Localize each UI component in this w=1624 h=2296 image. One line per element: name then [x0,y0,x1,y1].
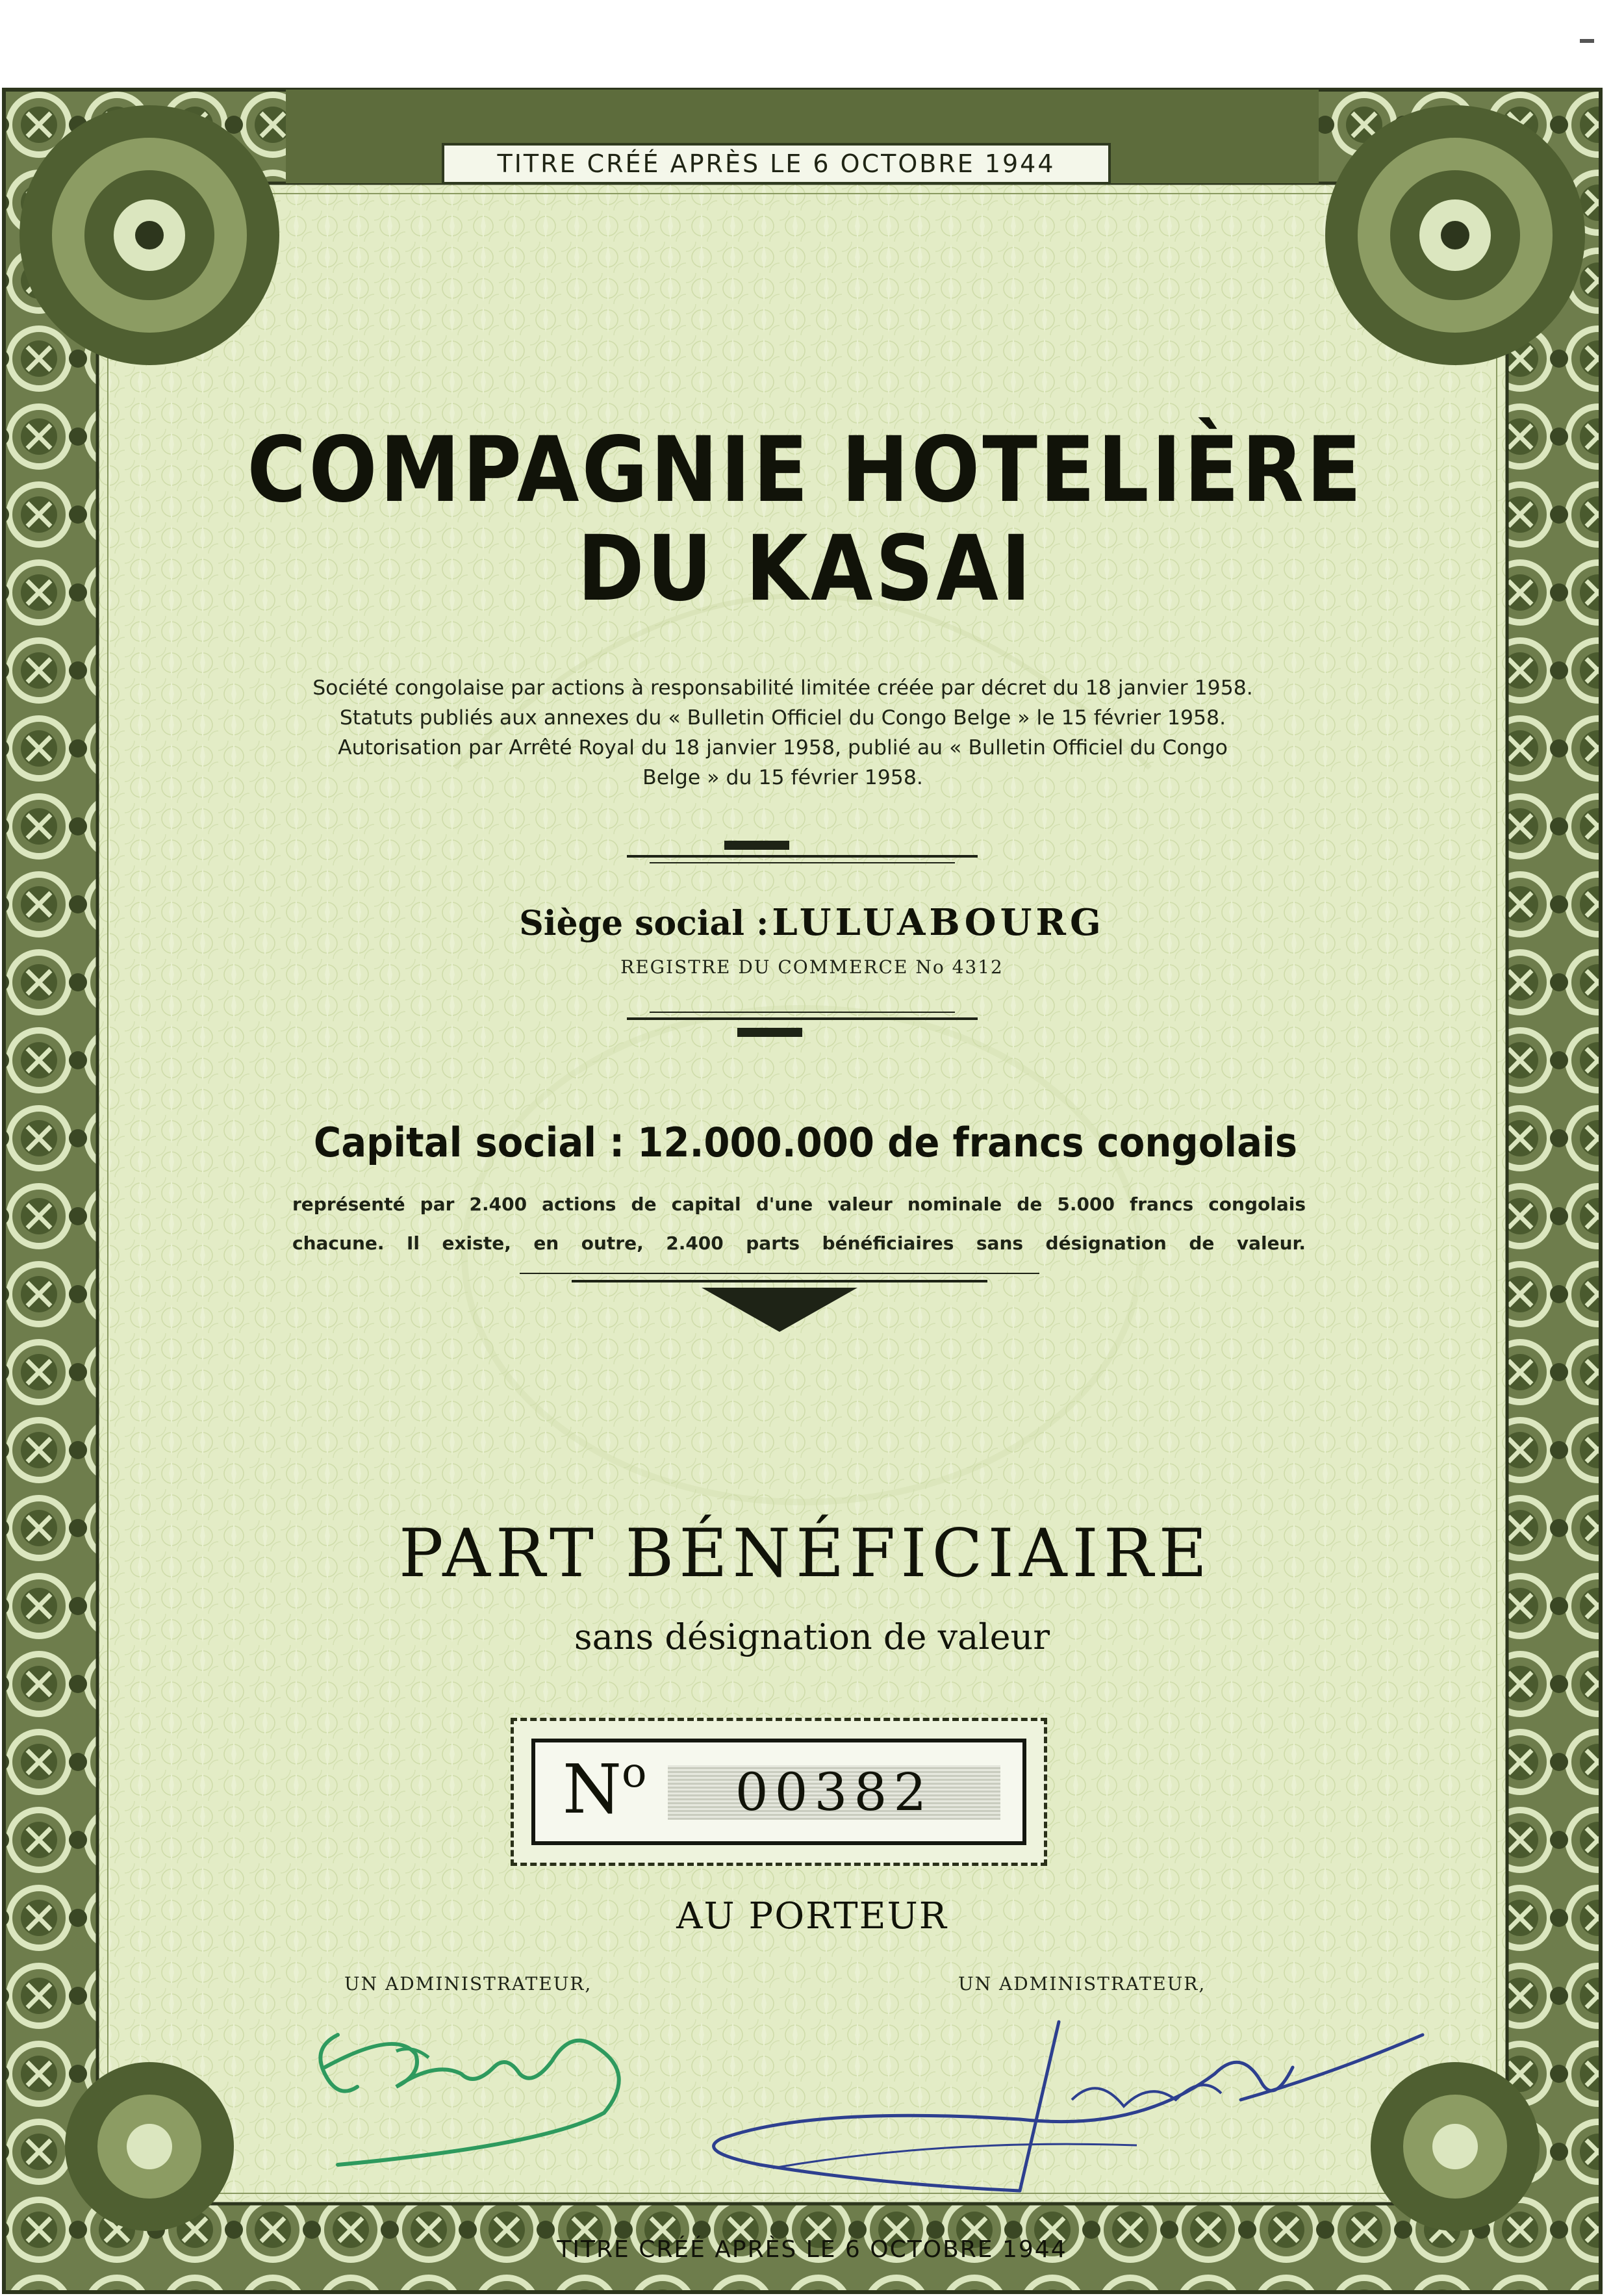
company-name-line2: DU KASAI [577,517,1034,622]
company-name-line1: COMPAGNIE HOTELIÈRE [247,418,1364,523]
head-office-city: LULUABOURG [772,901,1105,944]
title-banner: TITRE CRÉÉ APRÈS LE 6 OCTOBRE 1944 [442,143,1111,185]
ornament-divider-icon [559,839,1046,878]
ornamental-rosette-icon [1325,105,1585,365]
capital-headline: Capital social : 12.000.000 de francs congolais [313,1119,1298,1166]
ornamental-rosette-icon [65,2062,234,2231]
number-label-o: o [622,1749,647,1797]
bearer-label: AU PORTEUR [676,1895,948,1937]
administrator-label-left: UN ADMINISTRATEUR, [344,1973,592,1995]
head-office [325,901,1299,944]
legal-line: Belge » du 15 février 1958. [642,766,923,789]
administrator-label-right: UN ADMINISTRATEUR, [958,1973,1206,1995]
number-label-n: N [563,1750,622,1829]
number-label [563,1749,647,1829]
signature-right [682,1996,1436,2230]
capital-detail [292,1185,1306,1263]
footer-note: TITRE CRÉÉ APRÈS LE 6 OCTOBRE 1944 [557,2236,1067,2263]
ornament-divider-icon [559,1007,1046,1046]
scan-edge-mark [1580,39,1594,43]
certificate-type-title: PART BÉNÉFICIAIRE [398,1515,1213,1592]
ornament-divider-icon [507,1268,1052,1340]
capital-detail-line: chacune. Il existe, en outre, 2.400 parts bénéficiaires sans désignation de valeur. [292,1232,1306,1254]
legal-line: Société congolaise par actions à responsabilité limitée créée par décret du 18 janvier 1958. [312,676,1253,700]
legal-notice [296,673,1270,793]
signature-left [299,1989,689,2184]
head-office-label: Siège social : [519,904,769,943]
certificate-number: 00382 [735,1762,933,1822]
capital-detail-line: représenté par 2.400 actions de capital d'une valeur nominale de 5.000 francs congolais [292,1193,1306,1215]
share-certificate [0,86,1605,2296]
legal-line: Autorisation par Arrêté Royal du 18 janvier 1958, publié au « Bulletin Officiel du Congo [338,736,1228,759]
ornamental-rosette-icon [19,105,279,365]
certificate-type-subtitle: sans désignation de valeur [574,1616,1050,1657]
commerce-register: REGISTRE DU COMMERCE No 4312 [620,956,1004,978]
legal-line: Statuts publiés aux annexes du « Bulletin Officiel du Congo Belge » le 15 février 1958. [339,706,1226,730]
